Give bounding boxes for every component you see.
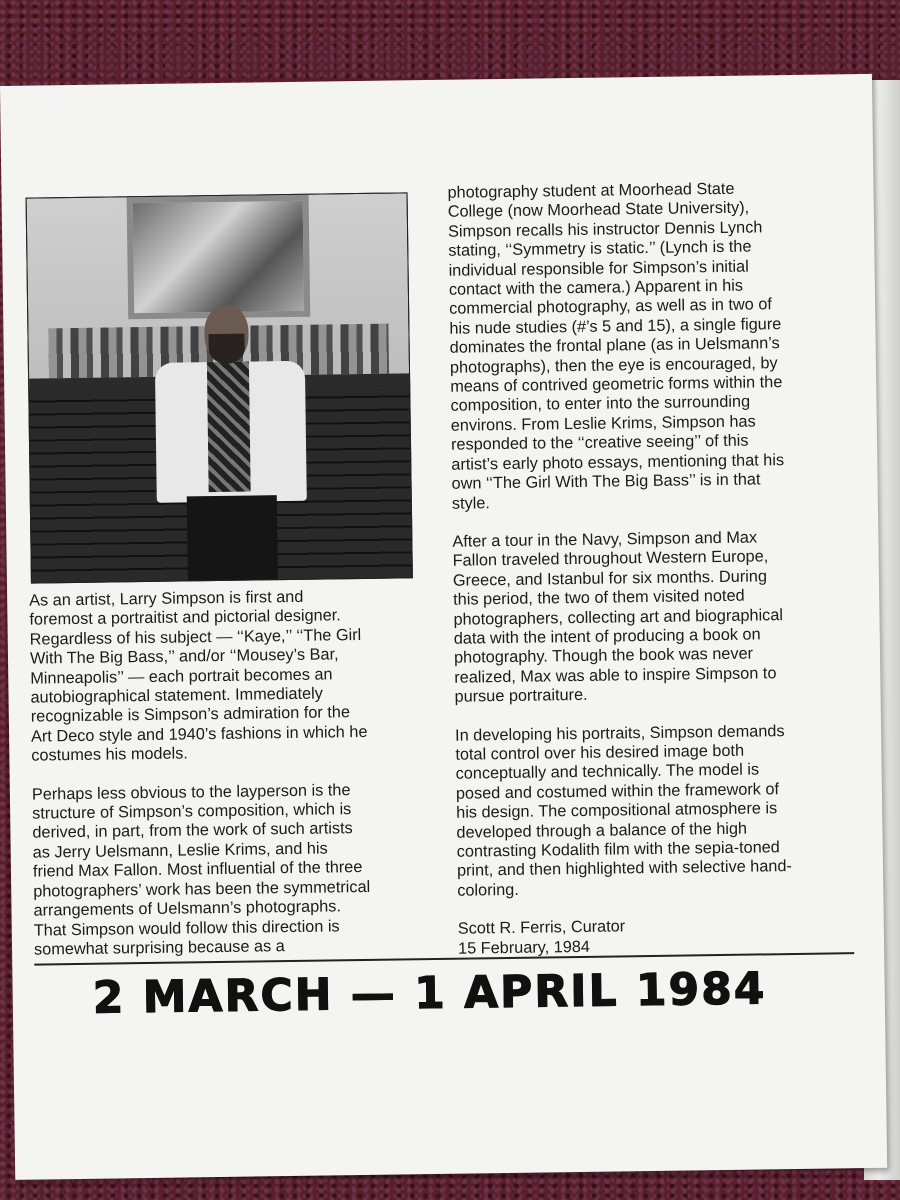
exhibition-dates: 2 MARCH — 1 APRIL 1984 — [92, 963, 767, 1024]
right-column — [447, 178, 858, 959]
exhibition-dates-banner — [92, 963, 813, 1033]
paragraph-travel: After a tour in the Navy, Simpson and Max Fallon traveled throughout Western Europe, Greece, and Istanbul for six months. During this period, the two of them visited noted photographers, collecting art and biographical data with the intent of producing a book on photography. Though the book was never realized, Max was able to inspire Simpson to pursue portraiture. — [452, 528, 784, 706]
paragraph-process: In developing his portraits, Simpson demands total control over his desired image both conceptually and technically. The model is posed and costumed within the framework of his design. The compositional atmosphere is developed through a balance of the high contrasting Kodalith film with the sepia-toned print, and then highlighted with selective hand- coloring. — [454, 721, 792, 900]
brochure-page — [0, 74, 887, 1180]
artist-portrait-photo — [26, 192, 413, 583]
paragraph-influences: photography student at Moorhead State College (now Moorhead State University), Simpson recalls his instructor Dennis Lynch stating, ‘‘Symmetry is static.’’ (Lynch is the individual responsible for Simpson’s initial contact with the camera.) Apparent in his commercial photography, as well as in two of his nude studies (#’s 5 and 15), a single figure dominates the frontal plane (as in Uelsmann’s photographs), then the eye is encouraged, by means of contrived geometric forms within the composition, to enter into the surrounding environs. From Leslie Krims, Simpson has responded to the ‘‘creative seeing’’ of this artist’s early photo essays, mentioning that his own ‘‘The Girl With The Big Bass’’ is in that style. — [447, 179, 785, 513]
left-column — [29, 586, 434, 979]
paragraph-structure: Perhaps less obvious to the layperson is the structure of Simpson’s composition, which is derived, in part, from the work of such artists as Jerry Uelsmann, Leslie Krims, and his friend Max Fallon. Most influential of the three photographers’ work has been the symmetrical arrangements of Uelsmann’s photographs. That Simpson would follow this direction is somewhat surprising because as a — [31, 780, 371, 959]
artist-figure — [154, 305, 308, 581]
curator-name: Scott R. Ferris, Curator — [457, 917, 626, 938]
paragraph-intro: As an artist, Larry Simpson is first and foremost a portraitist and pictorial designer. Regardless of his subject — ‘‘Kaye,’’ ‘‘The Girl With The Big Bass,’’ and/or ‘‘Mousey’s Bar, Minneapolis’’ — each portrait becomes an autobiographical statement. Immediately recognizable is Simpson’s admiration for the Art Deco style and 1940’s fashions in which he costumes his models. — [29, 587, 368, 765]
framed-painting — [127, 195, 311, 320]
signature-date: 15 February, 1984 — [457, 937, 591, 958]
